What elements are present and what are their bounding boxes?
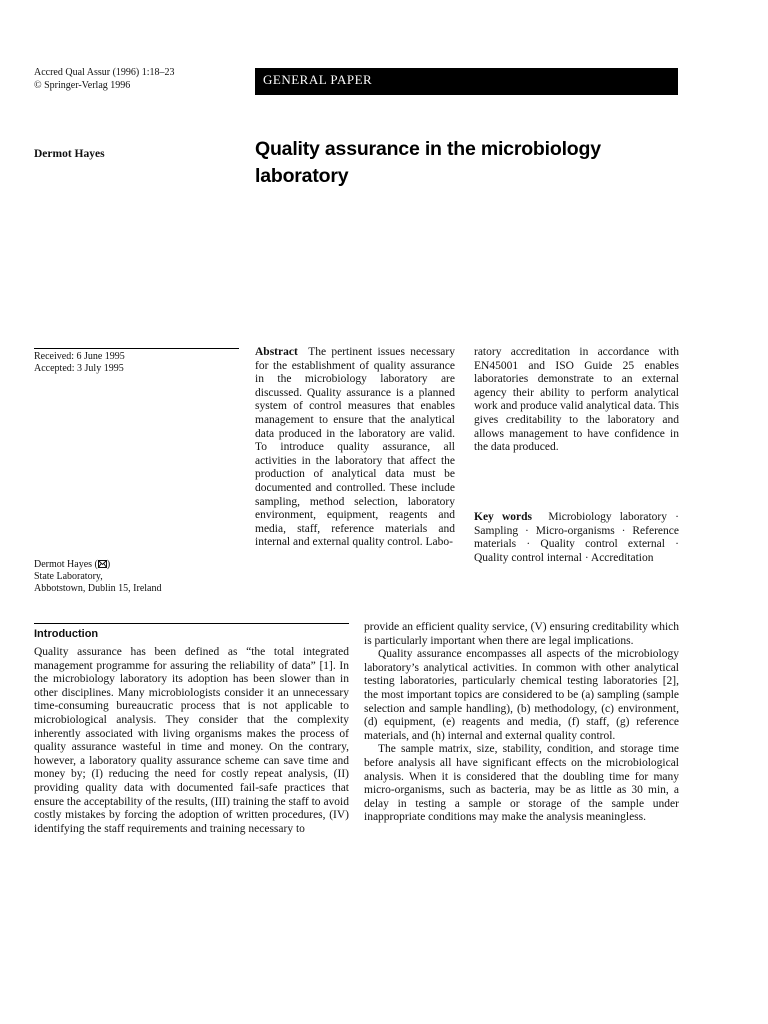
abstract-column-1 [255, 346, 455, 550]
left-divider [34, 348, 239, 349]
affiliation-name-close: ) [106, 559, 111, 570]
affiliation-name-line [34, 559, 162, 571]
abstract-text-2: ratory accreditation in accordance with EN45001 and ISO Guide 25 enables laboratories demonstrate to an external agency their ability to perform analytical work and produce valid analytical data. This gives creditability to the laboratory and allows management to have confidence in the data produced. [474, 346, 679, 454]
journal-citation [34, 66, 175, 92]
section-label-bar [255, 68, 678, 95]
author-name: Dermot Hayes [34, 148, 105, 160]
body-column-2 [364, 621, 679, 825]
affiliation-address: Abbotstown, Dublin 15, Ireland [34, 583, 162, 594]
section-label: GENERAL PAPER [263, 72, 373, 87]
introduction-heading: Introduction [34, 628, 99, 640]
keywords-text: Microbiology laboratory · Sampling · Micro-organisms · Reference materials · Quality control external · Quality control internal · Accreditation [474, 511, 679, 564]
abstract-column-2 [474, 346, 679, 455]
keywords-block [474, 511, 679, 565]
abstract-text-1: The pertinent issues necessary for the establishment of quality assurance in the microbiology laboratory are discussed. Quality assurance is a planned system of control measures that enables management to ensure that the analytical data produced in the laboratory are valid. To introduce quality assurance, all activities in the laboratory that affect the production of analytical data must be documented and controlled. These include sampling, method selection, laboratory environment, equipment, reagents and media, staff, reference materials and internal and external quality control. Labo- [255, 346, 455, 549]
affiliation-institution: State Laboratory, [34, 571, 103, 582]
journal-line-1: Accred Qual Assur (1996) 1:18–23 [34, 67, 175, 78]
intro-paragraph-1: Quality assurance has been defined as “the total integrated management programme for assuring the reliability of data” [1]. In the microbiology laboratory its adoption has been slower than in other disciplines. Many microbiologists consider it an unnecessary time-consuming bureaucratic process that is not applicable to microbiological analysis. They consider that the complexity inherently associated with living organisms makes the process of quality assurance wasteful in time and money. On the contrary, however, a laboratory quality assurance scheme can save time and money by; (I) reducing the need for costly repeat analysis, (II) providing quality data with documented fail-safe practices that ensure the acceptability of the results, (III) training the staff to avoid costly mistakes by forcing the adoption of written procedures, (IV) identifying the staff requirements and training necessary to [34, 646, 349, 835]
envelope-icon [98, 560, 107, 568]
intro-paragraph-1-cont: provide an efficient quality service, (V) ensuring creditability which is particularly important when there are legal implications. [364, 621, 679, 647]
abstract-label: Abstract [255, 346, 298, 358]
keywords-label: Key words [474, 511, 532, 523]
received-date: Received: 6 June 1995 [34, 351, 125, 362]
author-affiliation [34, 559, 162, 595]
intro-paragraph-3: The sample matrix, size, stability, condition, and storage time before analysis all have significant effects on the microbiological analysis. When it is considered that the doubling time for many micro-organisms, such as bacteria, may be as little as 30 min, a delay in testing a sample or storage of the sample under inappropriate conditions may make the analysis meaningless. [364, 743, 679, 824]
accepted-date: Accepted: 3 July 1995 [34, 363, 124, 374]
body-column-1 [34, 646, 349, 836]
intro-paragraph-2: Quality assurance encompasses all aspects of the microbiology laboratory’s analytical activities. In common with other analytical testing laboratories, particularly chemical testing laboratories [2], the most important topics are considered to be (a) sampling (sample selection and sample handling), (b) methodology, (c) environment, (d) equipment, (e) reagents and media, (f) staff, (g) reference materials, and (h) internal and external quality control. [364, 648, 679, 742]
affiliation-name: Dermot Hayes ( [34, 559, 98, 570]
journal-line-2: © Springer-Verlag 1996 [34, 80, 131, 91]
article-title: Quality assurance in the microbiology laboratory [255, 138, 601, 187]
body-divider [34, 623, 349, 624]
article-dates [34, 351, 125, 375]
